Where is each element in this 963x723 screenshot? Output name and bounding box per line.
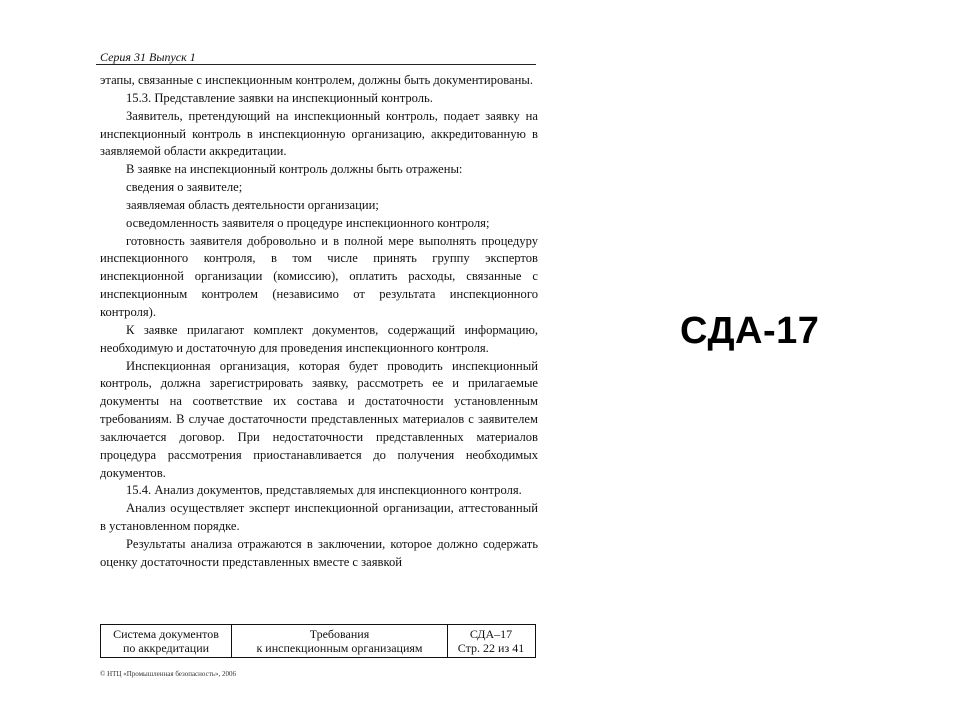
footer-table bbox=[100, 624, 536, 658]
paragraph: 15.3. Представление заявки на инспекционный контроль. bbox=[126, 90, 433, 105]
document-body bbox=[100, 72, 538, 572]
footer-doc-code: СДА–17 bbox=[469, 627, 513, 641]
footer-requirements-line1: Требования bbox=[309, 627, 370, 641]
running-header bbox=[100, 50, 540, 64]
list-item: осведомленность заявителя о процедуре инспекционного контроля; bbox=[126, 215, 490, 230]
footer-page-number: Стр. 22 из 41 bbox=[457, 641, 525, 655]
copyright-notice: © НТЦ «Промышленная безопасность», 2006 bbox=[100, 670, 236, 678]
paragraph: Анализ осуществляет эксперт инспекционной организации, аттестованный в установленном порядке. bbox=[100, 501, 538, 534]
list-item: готовность заявителя добровольно и в полной мере выполнять процедуру инспекционного контроля, в том числе принять группу экспертов инспекционной организации (комиссию), оплатить расходы, связанные с инспекционным контролем (независимо от результата инспекционного контроля). bbox=[100, 233, 538, 319]
paragraph: Заявитель, претендующий на инспекционный контроль, подает заявку на инспекционный контроль в инспекционную организацию, аккредитованную в заявляемой области аккредитации. bbox=[100, 108, 538, 159]
footer-cell-system bbox=[101, 625, 231, 657]
footer-system-line2: по аккредитации bbox=[122, 641, 210, 655]
footer-requirements-line2: к инспекционным организациям bbox=[256, 641, 423, 655]
series-label: Серия 31 Выпуск 1 bbox=[100, 50, 196, 64]
paragraph: Инспекционная организация, которая будет проводить инспекционный контроль, должна зарегистрировать заявку, рассмотреть ее и прилагаемые документы на соответствие их состава и достаточности установленным требованиям. В случае достаточности представленных материалов с заявителем заключается договор. При недостаточности представленных материалов процедура рассмотрения приостанавливается до получения необходимых документов. bbox=[100, 358, 538, 480]
footer-cell-page bbox=[447, 625, 534, 657]
paragraph: В заявке на инспекционный контроль должны быть отражены: bbox=[126, 162, 463, 177]
paragraph: К заявке прилагают комплект документов, содержащий информацию, необходимую и достаточную для проведения инспекционного контроля. bbox=[100, 322, 538, 355]
document-code-label: СДА-17 bbox=[680, 310, 820, 352]
paragraph: Результаты анализа отражаются в заключении, которое должно содержать оценку достаточности представленных вместе с заявкой bbox=[100, 536, 538, 569]
header-rule bbox=[96, 64, 536, 65]
footer-cell-requirements bbox=[231, 625, 447, 657]
paragraph: этапы, связанные с инспекционным контролем, должны быть документированы. bbox=[100, 73, 533, 87]
footer-system-line1: Система документов bbox=[113, 627, 219, 641]
list-item: заявляемая область деятельности организации; bbox=[126, 197, 379, 212]
list-item: сведения о заявителе; bbox=[126, 180, 243, 195]
paragraph: 15.4. Анализ документов, представляемых для инспекционного контроля. bbox=[126, 483, 522, 498]
